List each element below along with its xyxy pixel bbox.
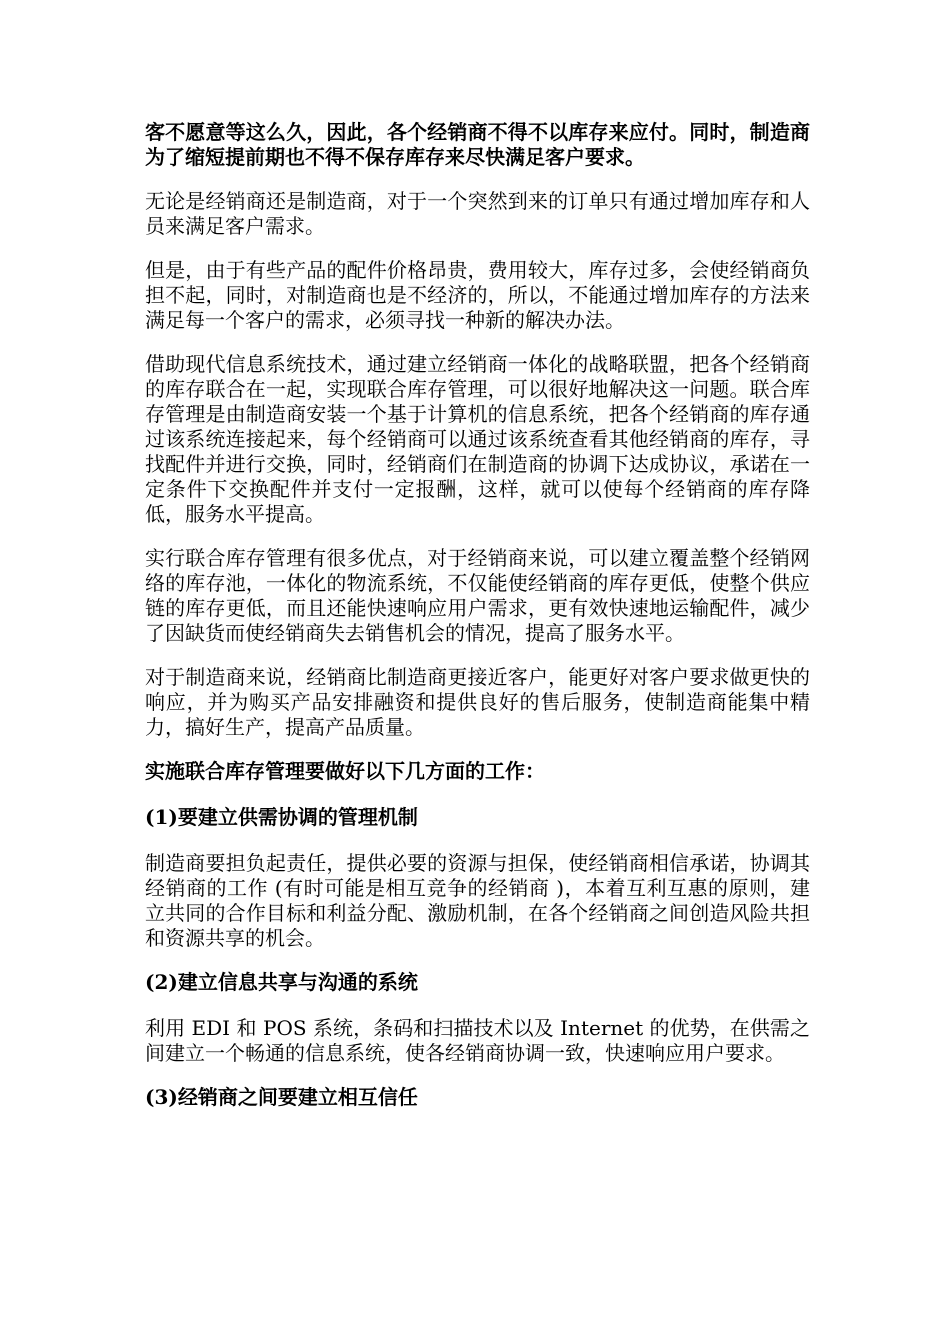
paragraph-dealer-advantages: 实行联合库存管理有很多优点，对于经销商来说，可以建立覆盖整个经销网络的库存池，一体化的物流系统，不仅能使经销商的库存更低，使整个供应链的库存更低，而且还能快速响应用户需求，更有效快速地运输配件，减少了因缺货而使经销商失去销售机会的情况，提高了服务水平。 — [145, 546, 810, 645]
paragraph-information-sharing: 利用 EDI 和 POS 系统，条码和扫描技术以及 Internet 的优势，在供需之间建立一个畅通的信息系统，使各经销商协调一致，快速响应用户要求。 — [145, 1016, 810, 1065]
paragraph-coordination-mechanism: 制造商要担负起责任，提供必要的资源与担保，使经销商相信承诺，协调其经销商的工作 (有时可能是相互竞争的经销商 )，本着互利互惠的原则，建立共同的合作目标和利益分配、激励机制，在各个经销商之间创造风险共担和资源共享的机会。 — [145, 851, 810, 950]
intro-bold-paragraph: 客不愿意等这么久，因此，各个经销商不得不以库存来应付。同时，制造商为了缩短提前期也不得不保存库存来尽快满足客户要求。 — [145, 120, 810, 169]
paragraph-cost-problem: 但是，由于有些产品的配件价格昂贵，费用较大，库存过多，会使经销商负担不起，同时，对制造商也是不经济的，所以，不能通过增加库存的方法来满足每一个客户的需求，必须寻找一种新的解决办法。 — [145, 258, 810, 332]
subheading-coordination-mechanism: (1)要建立供需协调的管理机制 — [145, 805, 418, 829]
paragraph-demand-response: 无论是经销商还是制造商，对于一个突然到来的订单只有通过增加库存和人员来满足客户需求。 — [145, 189, 810, 238]
section-heading-implementation: 实施联合库存管理要做好以下几方面的工作： — [145, 759, 545, 783]
subheading-mutual-trust: (3)经销商之间要建立相互信任 — [145, 1085, 418, 1109]
paragraph-manufacturer-advantages: 对于制造商来说，经销商比制造商更接近客户，能更好对客户要求做更快的响应，并为购买产品安排融资和提供良好的售后服务，使制造商能集中精力，搞好生产，提高产品质量。 — [145, 665, 810, 739]
document-body — [145, 120, 810, 1131]
paragraph-joint-inventory-solution: 借助现代信息系统技术，通过建立经销商一体化的战略联盟，把各个经销商的库存联合在一起，实现联合库存管理，可以很好地解决这一问题。联合库存管理是由制造商安装一个基于计算机的信息系统，把各个经销商的库存通过该系统连接起来，每个经销商可以通过该系统查看其他经销商的库存，寻找配件并进行交换，同时，经销商们在制造商的协调下达成协议，承诺在一定条件下交换配件并支付一定报酬，这样，就可以使每个经销商的库存降低，服务水平提高。 — [145, 352, 810, 526]
subheading-information-sharing: (2)建立信息共享与沟通的系统 — [145, 970, 418, 994]
